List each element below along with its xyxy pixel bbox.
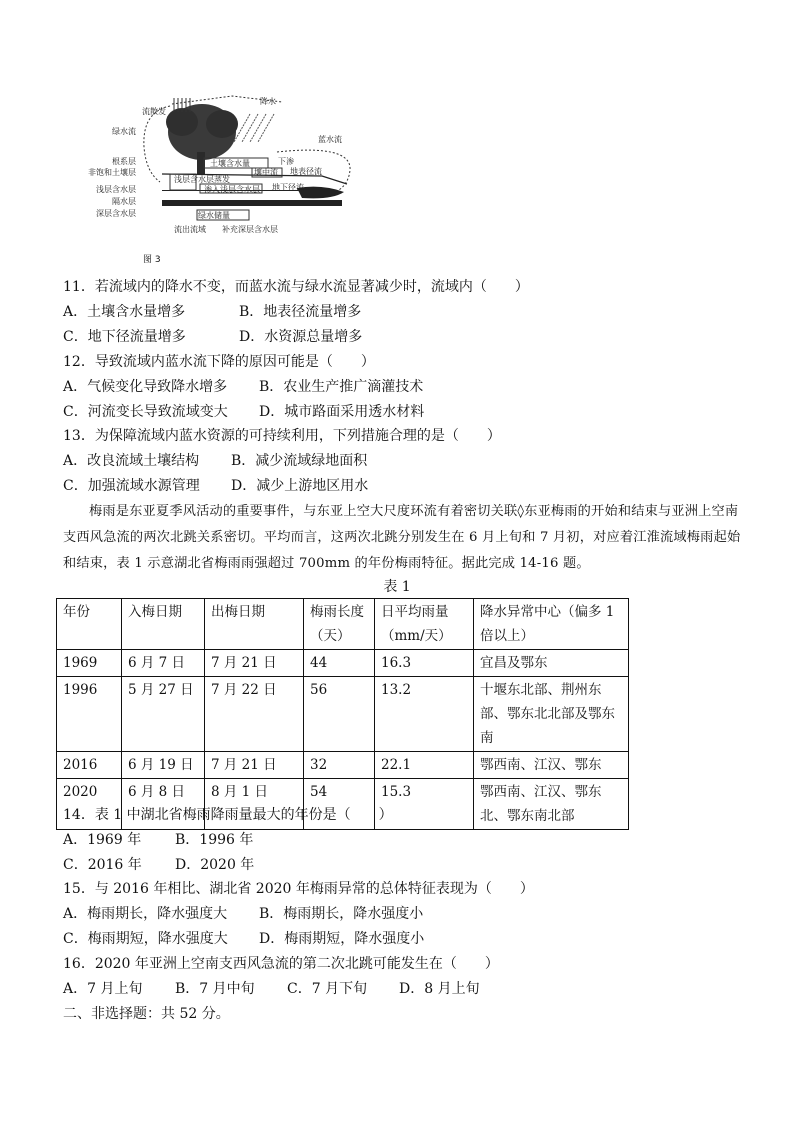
question-13-option-d[interactable]: D．减少上游地区用水	[231, 478, 369, 494]
table-header-row	[57, 599, 629, 650]
table-cell: 54	[304, 779, 375, 830]
river-shape	[297, 187, 344, 199]
question-15	[63, 877, 743, 952]
question-12-option-a[interactable]: A．气候变化导致降水增多	[63, 379, 228, 395]
table-cell: 宜昌及鄂东	[474, 650, 629, 677]
question-15-option-d[interactable]: D．梅雨期短，降水强度小	[259, 931, 425, 947]
label-qiancengzheng: 浅层含水层蒸发	[174, 175, 230, 184]
question-13-option-b[interactable]: B．减少流域绿地面积	[231, 453, 368, 469]
rain-arrows-icon	[234, 114, 274, 142]
table-cell: 2020	[57, 779, 122, 830]
table-cell: 22.1	[375, 752, 474, 779]
question-12-option-c[interactable]: C．河流变长导致流域变大	[63, 404, 228, 420]
water-cycle-diagram	[82, 92, 372, 252]
label-shenceng: 深层含水层	[96, 209, 136, 218]
table-cell: 13.2	[375, 677, 474, 752]
table-cell: 44	[304, 650, 375, 677]
question-14-stem: 14．表 1 中湖北省梅雨降雨量最大的年份是（ ）	[63, 807, 393, 823]
label-shenru: 渗入浅层含水层	[204, 185, 260, 194]
table-cell: 1969	[57, 650, 122, 677]
question-12-option-d[interactable]: D．城市路面采用透水材料	[259, 404, 425, 420]
table-row	[57, 752, 629, 779]
question-12-stem: 12．导致流域内蓝水流下降的原因可能是（ ）	[63, 354, 375, 370]
question-11-option-a[interactable]: A．土壤含水量增多	[63, 304, 186, 320]
table-cell: 5 月 27 日	[122, 677, 205, 752]
label-qianceng: 浅层含水层	[96, 185, 136, 194]
table-row	[57, 650, 629, 677]
question-15-option-c[interactable]: C．梅雨期短，降水强度大	[63, 931, 228, 947]
table-cell: 6 月 7 日	[122, 650, 205, 677]
table-header-cell: 入梅日期	[122, 599, 205, 650]
question-13	[63, 424, 743, 499]
question-11-option-b[interactable]: B．地表径流量增多	[239, 304, 362, 320]
question-14-option-c[interactable]: C．2016 年	[63, 857, 142, 873]
table-cell: 7 月 22 日	[205, 677, 304, 752]
water-cycle-figure	[82, 92, 372, 272]
question-12	[63, 350, 743, 425]
question-15-option-a[interactable]: A．梅雨期长，降水强度大	[63, 906, 228, 922]
label-turang: 土壤含水量	[210, 159, 250, 168]
question-16-option-d[interactable]: D．8 月上旬	[399, 981, 480, 997]
table-cell: 鄂西南、江汉、鄂东	[474, 752, 629, 779]
label-jiangshui: 降水	[260, 97, 276, 106]
table-cell: 32	[304, 752, 375, 779]
meiyu-table	[56, 598, 629, 830]
table-cell: 6 月 8 日	[122, 779, 205, 830]
label-feibaohe: 非饱和土壤层	[88, 168, 136, 177]
table-cell: 15.3	[375, 779, 474, 830]
label-liusanfa: 流散发	[142, 107, 166, 116]
label-xiashen: 下渗	[278, 157, 294, 166]
table-cell: 56	[304, 677, 375, 752]
label-lvshuichu: 绿水储量	[198, 211, 230, 220]
question-16-option-b[interactable]: B．7 月中旬	[175, 981, 255, 997]
question-14-option-d[interactable]: D．2020 年	[175, 857, 255, 873]
table-header-cell: 出梅日期	[205, 599, 304, 650]
question-11-stem: 11．若流域内的降水不变，而蓝水流与绿水流显著减少时，流域内（ ）	[63, 279, 529, 295]
table-cell: 鄂西南、江汉、鄂东北、鄂东南北部	[474, 779, 629, 830]
table-cell: 8 月 1 日	[205, 779, 304, 830]
question-15-option-b[interactable]: B．梅雨期长，降水强度小	[259, 906, 424, 922]
question-12-option-b[interactable]: B．农业生产推广滴灌技术	[259, 379, 424, 395]
question-13-option-a[interactable]: A．改良流域土壤结构	[63, 453, 200, 469]
question-16-option-a[interactable]: A．7 月上旬	[63, 981, 143, 997]
label-buchong: 补充深层含水层	[222, 225, 278, 234]
reading-passage: 梅雨是东亚夏季风活动的重要事件，与东亚上空大尺度环流有着密切关联◊东亚梅雨的开始和结束与亚洲上空南支西风急流的两次北跳关系密切。平均而言，这两次北跳分别发生在 6 月上旬和 7 月初，对应着江淮流域梅雨起始和结束，表 1 示意湖北省梅雨雨强超过 700mm 的年份梅雨特征。据此完成 14-16 题。	[63, 504, 741, 571]
question-13-stem: 13．为保障流域内蓝水资源的可持续利用，下列措施合理的是（ ）	[63, 428, 501, 444]
table-title: 表 1	[383, 579, 411, 595]
question-14-option-b[interactable]: B．1996 年	[175, 832, 254, 848]
label-rangzhong: 壤中流	[254, 168, 278, 177]
table-header-cell: 年份	[57, 599, 122, 650]
table-cell: 7 月 21 日	[205, 650, 304, 677]
table-cell: 16.3	[375, 650, 474, 677]
label-geshui: 隔水层	[112, 197, 136, 206]
label-lanshuiliu: 蓝水流	[318, 135, 342, 144]
question-16-stem: 16．2020 年亚洲上空南支西风急流的第二次北跳可能发生在（ ）	[63, 956, 499, 972]
table-header-cell: 日平均雨量（mm/天）	[375, 599, 474, 650]
question-11-option-c[interactable]: C．地下径流量增多	[63, 329, 186, 345]
table-cell: 7 月 21 日	[205, 752, 304, 779]
table-header-cell: 梅雨长度（天）	[304, 599, 375, 650]
question-13-option-c[interactable]: C．加强流域水源管理	[63, 478, 200, 494]
label-liuchu: 流出流域	[174, 225, 206, 234]
aquiclude-layer	[162, 200, 342, 206]
question-16-option-c[interactable]: C．7 月下旬	[287, 981, 368, 997]
label-dibiao: 地表径流	[290, 167, 322, 176]
label-dixia: 地下径流	[272, 183, 304, 192]
question-11-option-d[interactable]: D．水资源总量增多	[239, 329, 363, 345]
table-cell: 十堰东北部、荆州东部、鄂东北北部及鄂东南	[474, 677, 629, 752]
label-lvshuiliu: 绿水流	[112, 127, 136, 136]
label-genxi: 根系层	[112, 157, 136, 166]
section-2-heading: 二、非选择题：共 52 分。	[63, 1006, 230, 1022]
table-cell: 1996	[57, 677, 122, 752]
figure-caption: 图 3	[143, 255, 161, 265]
table-row	[57, 677, 629, 752]
question-14	[63, 803, 743, 878]
question-11	[63, 275, 743, 350]
question-14-option-a[interactable]: A．1969 年	[63, 832, 142, 848]
table-header-cell: 降水异常中心（偏多 1 倍以上）	[474, 599, 629, 650]
question-15-stem: 15．与 2016 年相比、湖北省 2020 年梅雨异常的总体特征表现为（ ）	[63, 881, 534, 897]
question-16	[63, 952, 743, 1002]
table-cell: 6 月 19 日	[122, 752, 205, 779]
table-cell: 2016	[57, 752, 122, 779]
